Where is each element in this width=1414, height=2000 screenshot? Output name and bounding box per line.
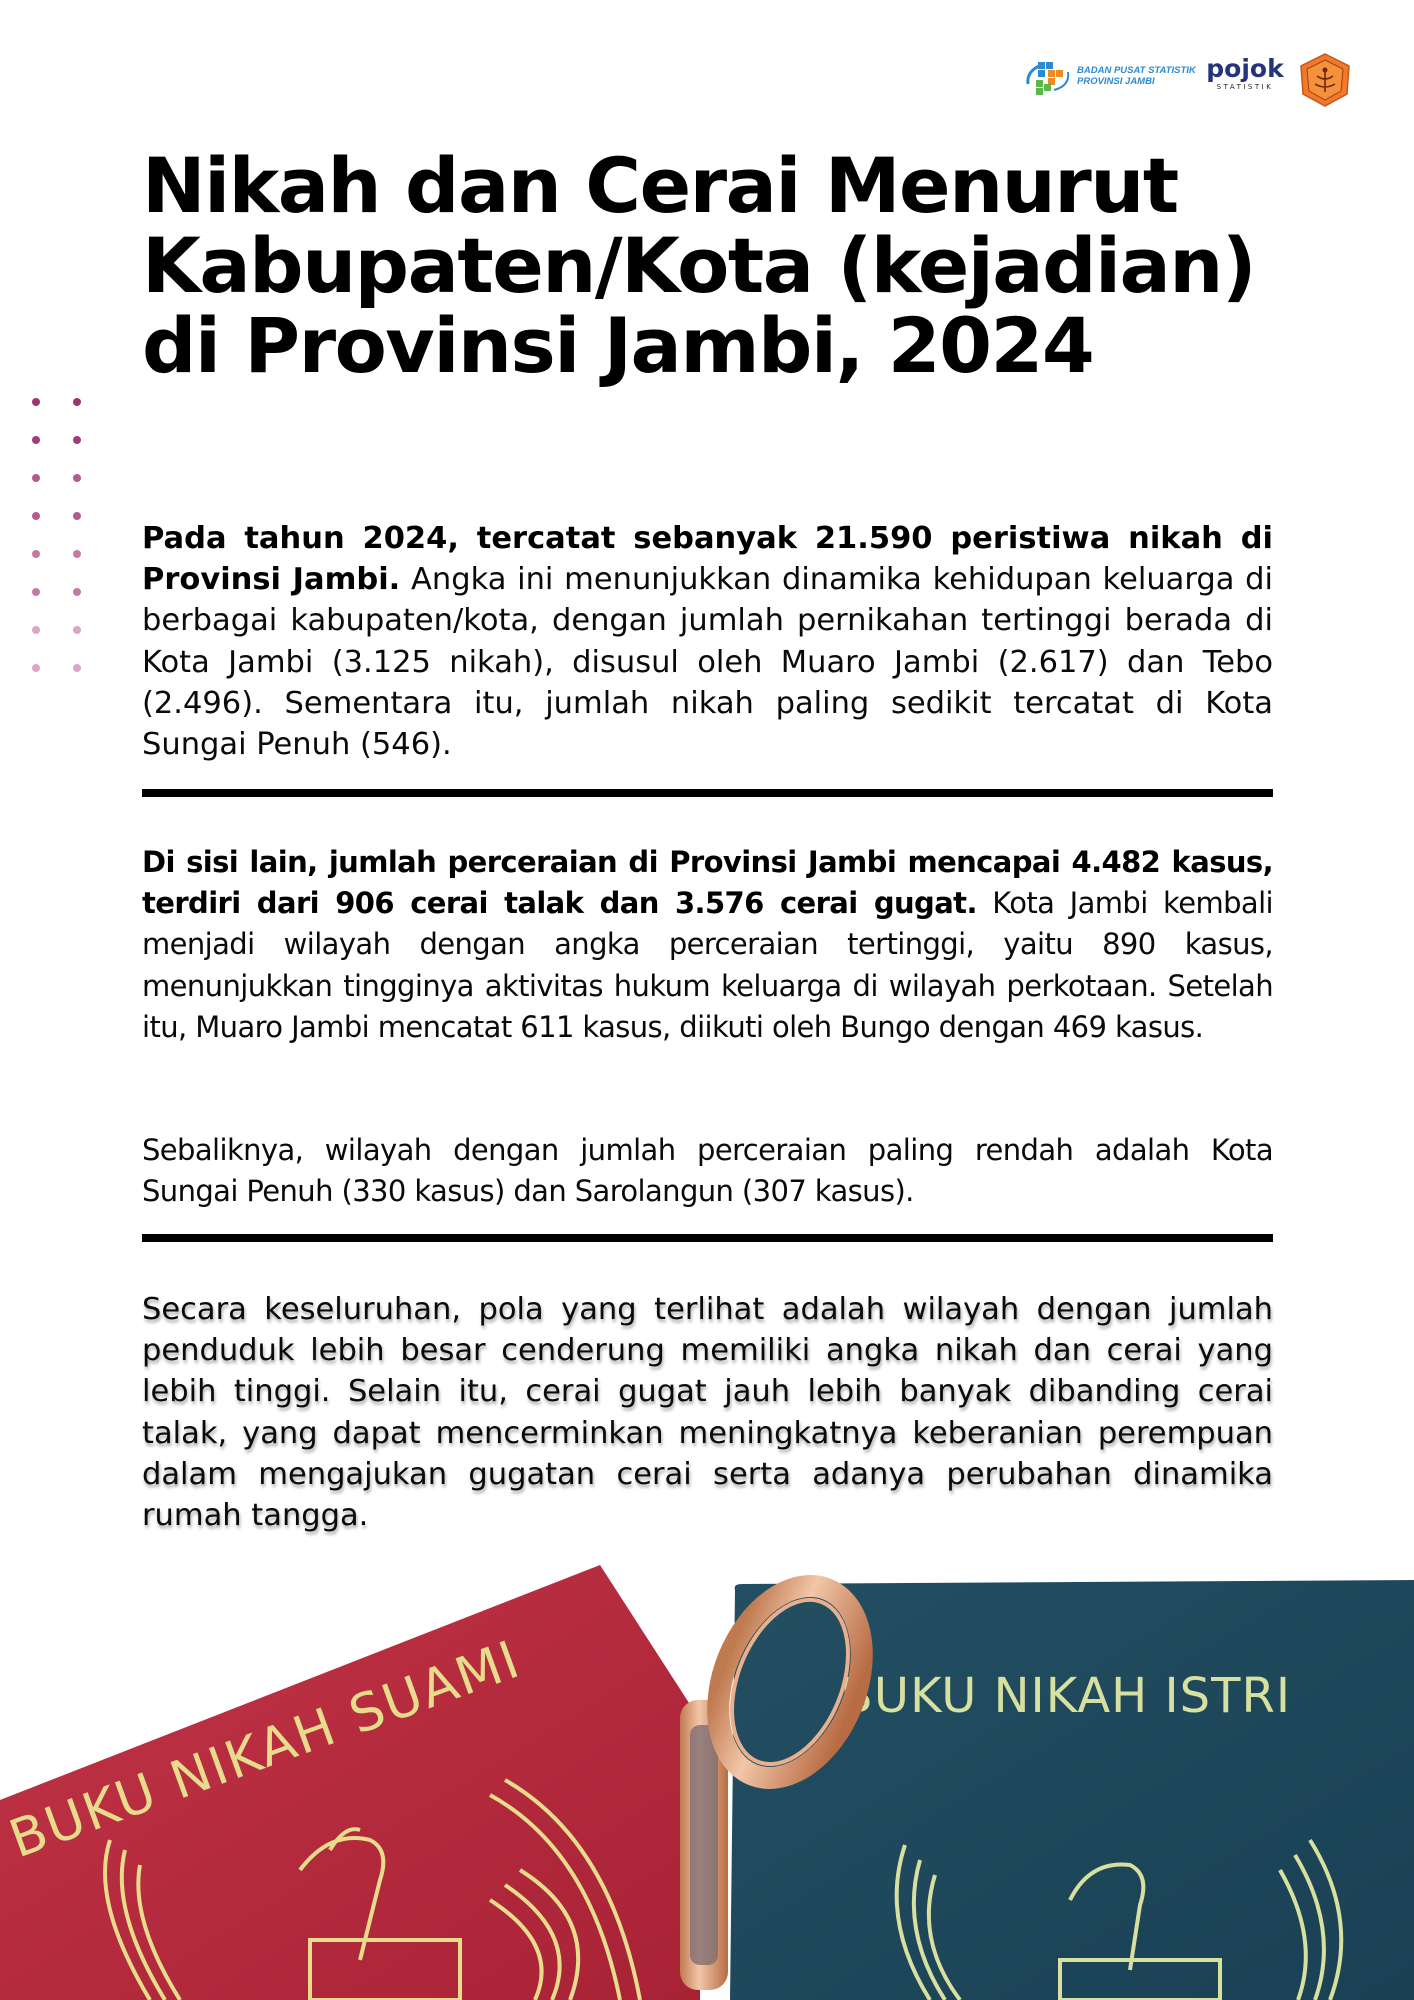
decorative-dot [32,436,40,444]
decorative-dot [32,588,40,596]
decorative-dot [32,398,40,406]
decorative-dot [73,436,81,444]
decorative-dot [73,474,81,482]
right-book-label: BUKU NIKAH ISTRI [840,1668,1291,1724]
left-book-label: BUKU NIKAH SUAMI [1,1629,529,1871]
decorative-dot [73,664,81,672]
page-title: Nikah dan Cerai Menurut Kabupaten/Kota (kejadian) di Provinsi Jambi, 2024 [142,141,1256,390]
paragraph-marriage [142,518,1273,765]
paragraph-divorce [142,842,1273,1048]
decorative-dot [32,626,40,634]
decorative-dot [32,664,40,672]
pojok-logo-word: pojok [1206,54,1284,83]
provinsi-jambi-emblem-icon [1297,52,1353,108]
paragraph-marriage-lead: Pada tahun 2024, tercatat sebanyak 21.590 peristiwa nikah di Provinsi Jambi. [142,521,1273,598]
marriage-books-photo [0,1540,1414,2000]
decorative-dot [73,512,81,520]
paragraph-marriage-body: Angka ini menunjukkan dinamika kehidupan keluarga di berbagai kabupaten/kota, dengan jumlah pernikahan tertinggi berada di Kota Jambi (3.125 nikah), disusul oleh Muaro Jambi (2.617) dan Tebo (2.496). Sementara itu, jumlah nikah paling sedikit tercatat di Kota Sungai Penuh (546). [142,562,1273,763]
section-divider [142,1234,1273,1242]
header-logos [1022,50,1362,110]
blue-book-istri [730,1580,1414,2000]
bps-logo-icon [1024,58,1072,98]
paragraph-lowest-divorce: Sebaliknya, wilayah dengan jumlah perceraian paling rendah adalah Kota Sungai Penuh (330 kasus) dan Sarolangun (307 kasus). [142,1133,1273,1209]
decorative-dot [32,512,40,520]
decorative-dot [73,398,81,406]
paragraph-divorce-body: Kota Jambi kembali menjadi wilayah dengan angka perceraian tertinggi, yaitu 890 kasus, menunjukkan tingginya aktivitas hukum keluarga di wilayah perkotaan. Setelah itu, Muaro Jambi mencatat 611 kasus, diikuti oleh Bungo dengan 469 kasus. [142,886,1273,1044]
pojok-statistik-logo [1205,56,1285,102]
decorative-dots [32,398,92,688]
bps-logo-line-1: BADAN PUSAT STATISTIK [1077,65,1196,76]
decorative-dot [32,550,40,558]
bps-logo [1022,56,1197,100]
decorative-dot [73,588,81,596]
decorative-dot [73,550,81,558]
decorative-dot [32,474,40,482]
section-divider [142,789,1273,797]
pojok-logo-sub: STATISTIK [1216,83,1274,91]
paragraph-conclusion: Secara keseluruhan, pola yang terlihat adalah wilayah dengan jumlah penduduk lebih besar cenderung memiliki angka nikah dan cerai yang lebih tinggi. Selain itu, cerai gugat jauh lebih banyak dibanding cerai talak, yang dapat mencerminkan meningkatnya keberanian perempuan dalam mengajukan gugatan cerai serta adanya perubahan dinamika rumah tangga. [142,1292,1273,1534]
bps-logo-line-2: PROVINSI JAMBI [1077,76,1155,87]
paragraph-divorce-lead: Di sisi lain, jumlah perceraian di Provinsi Jambi mencapai 4.482 kasus, terdiri dari 906 cerai talak dan 3.576 cerai gugat. [142,845,1273,921]
decorative-dot [73,626,81,634]
